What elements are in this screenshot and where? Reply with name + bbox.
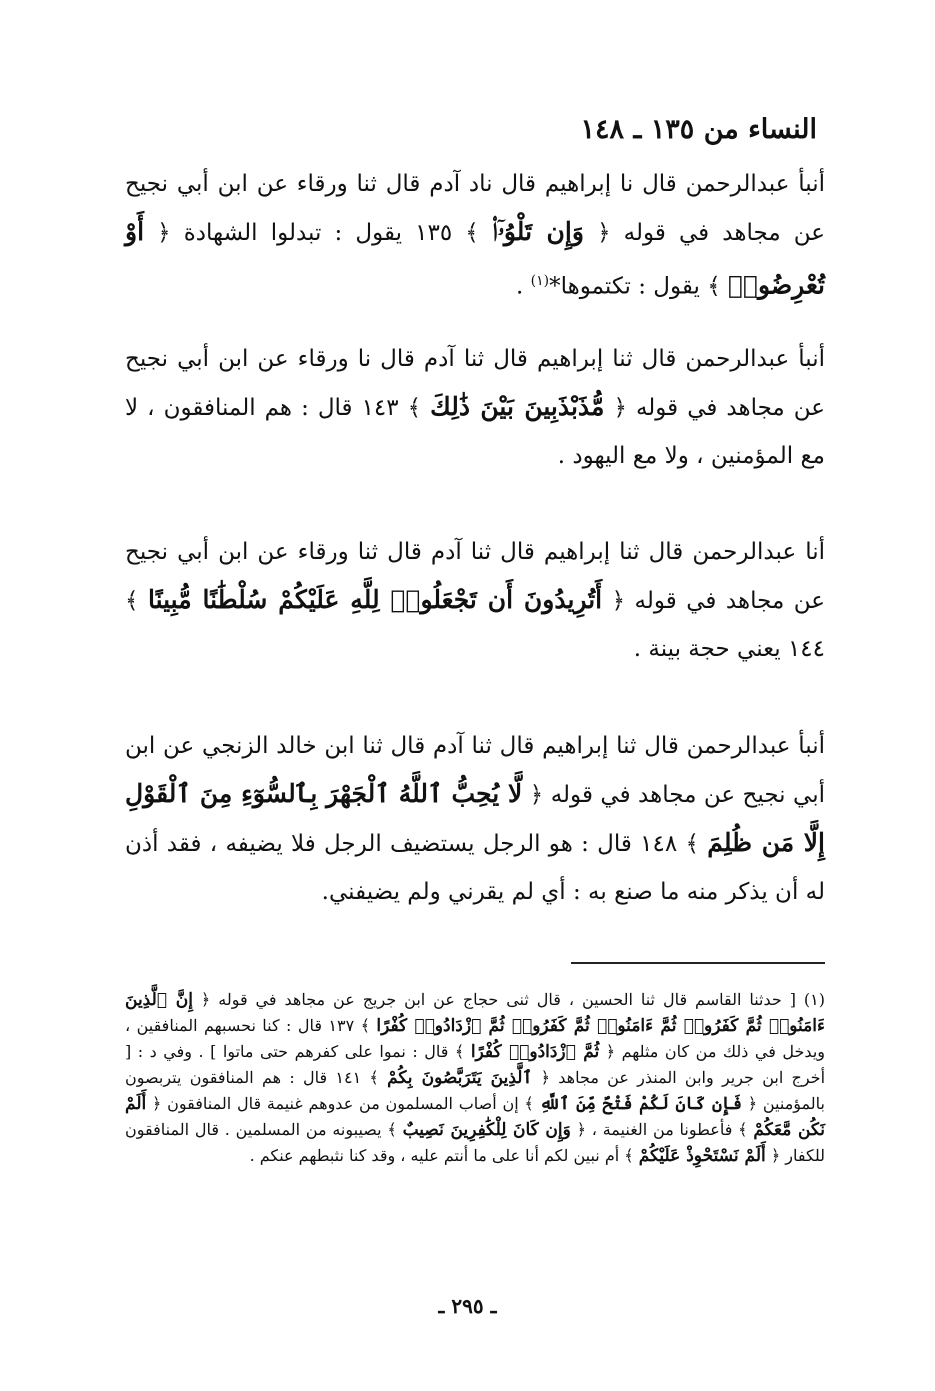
paragraph-text: أنبأ عبدالرحمن قال ثنا إبراهيم قال ثنا آدم قال ثنا ابن خالد الزنجي عن ابن أبي نجيح عن مجاهد في قوله ﴿ [125, 733, 826, 808]
paragraph-3 [125, 528, 825, 673]
footnote-text: ﴾ أم نبين لكم أنا على ما أنتم عليه ، وقد كنا نثبطهم عنكم . [249, 1146, 634, 1165]
paragraph-2 [125, 335, 825, 480]
paragraph-text: أنبأ عبدالرحمن قال ثنا إبراهيم قال ثنا آدم قال نا ورقاء عن ابن أبي نجيح عن مجاهد في قوله ﴿ [125, 346, 825, 421]
footnote-text: ﴾ يصيبونه من المسلمين . قال المنافقون للكفار ﴿ [125, 1120, 825, 1165]
paragraph-text: ﴾ ١٤٣ قال : هم المنافقون ، لا مع المؤمنين ، ولا مع اليهود . [125, 395, 825, 469]
quran-quote: وَإِن كَانَ لِلْكَٰفِرِينَ نَصِيبٌ [402, 1120, 571, 1140]
footnote-text: (١) [ حدثنا القاسم قال ثنا الحسين ، قال ثنى حجاج عن ابن جريج عن مجاهد في قوله ﴿ [200, 990, 825, 1009]
paragraph-text: ﴾ ١٤٤ يعني حجة بينة . [125, 588, 825, 662]
page-number: ـ ٢٩٥ ـ [438, 1294, 497, 1318]
paragraph-text: ﴾ يقول : تكتموها* [549, 273, 721, 300]
paragraph-1 [125, 160, 825, 311]
quran-quote: أَلَمْ نَسْتَحْوِذْ عَلَيْكُمْ [638, 1146, 766, 1166]
footnote-1 [125, 987, 825, 1169]
paragraph-4 [125, 722, 825, 916]
paragraph-text: ﴾ ١٤٨ قال : هو الرجل يستضيف الرجل فلا يضيفه ، فقد أذن له أن يذكر منه ما صنع به : أي لم يقرني ولم يضيفني. [125, 831, 825, 905]
paragraph-text: ﴾ ١٣٥ يقول : تبدلوا الشهادة ﴿ [157, 220, 479, 246]
quran-quote: ثُمَّ ٱزْدَادُوا۟ كُفْرًا [470, 1042, 600, 1062]
footnote-reference: (١) [530, 273, 550, 289]
quran-quote: لَّا يُحِبُّ ٱللَّهُ ٱلْجَهْرَ بِٱلسُّوٓءِ مِنَ ٱلْقَوْلِ إِلَّا مَن ظُلِمَ [125, 779, 825, 857]
quran-quote: أَلَمْ نَكُن مَّعَكُمْ [125, 1094, 826, 1140]
footnote-text: ﴾ فأعطونا من الغنيمة ، ﴿ [576, 1120, 748, 1139]
quran-quote: أَوْ تُعْرِضُوا۟ [125, 217, 825, 300]
quran-quote: مُّذَبْذَبِينَ بَيْنَ ذَٰلِكَ [430, 392, 605, 421]
footnote-text: ﴾ ١٤١ قال : هم المنافقون يتربصون بالمؤمنين ﴿ [125, 1068, 825, 1113]
footnote-divider [571, 962, 825, 964]
quran-quote: إِنَّ ٱلَّذِينَ ءَامَنُوا۟ ثُمَّ كَفَرُوا۟ ثُمَّ ءَامَنُوا۟ ثُمَّ كَفَرُوا۟ ثُمَّ ٱزْدَادُوا۟ كُفْرًا [125, 990, 826, 1036]
paragraph-text: . [515, 273, 531, 300]
quran-quote: أَتُرِيدُونَ أَن تَجْعَلُوا۟ لِلَّهِ عَلَيْكُمْ سُلْطَٰنًا مُّبِينًا [147, 585, 603, 614]
footnote-text: ﴾ قال : نموا على كفرهم حتى ماتوا ] . وفي د : [ أخرج ابن جرير وابن المنذر عن مجاهد ﴿ [125, 1042, 826, 1087]
quran-quote: وَإِن تَلْوُۥٓا۟ [491, 217, 584, 246]
page-header-title: النساء من ١٣٥ ـ ١٤٨ [580, 114, 817, 145]
footnote-text: ﴾ إن أصاب المسلمون من عدوهم غنيمة قال المنافقون ﴿ [152, 1094, 534, 1113]
footnote-text: ﴾ ١٣٧ قال : كنا نحسبهم المنافقين ، ويدخل في ذلك من كان مثلهم ﴿ [125, 1016, 825, 1061]
paragraph-text: أنبأ عبدالرحمن قال نا إبراهيم قال ناد آدم قال ثنا ورقاء عن ابن أبي نجيح عن مجاهد في قوله ﴿ [125, 171, 826, 246]
quran-quote: فَإِن كَانَ لَكُمْ فَتْحٌ مِّنَ ٱللَّهِ [539, 1094, 742, 1114]
paragraph-text: أنا عبدالرحمن قال ثنا إبراهيم قال ثنا آدم قال ثنا ورقاء عن ابن أبي نجيح عن مجاهد في قوله ﴿ [125, 539, 825, 614]
quran-quote: ٱلَّذِينَ يَتَرَبَّصُونَ بِكُمْ [387, 1068, 533, 1088]
